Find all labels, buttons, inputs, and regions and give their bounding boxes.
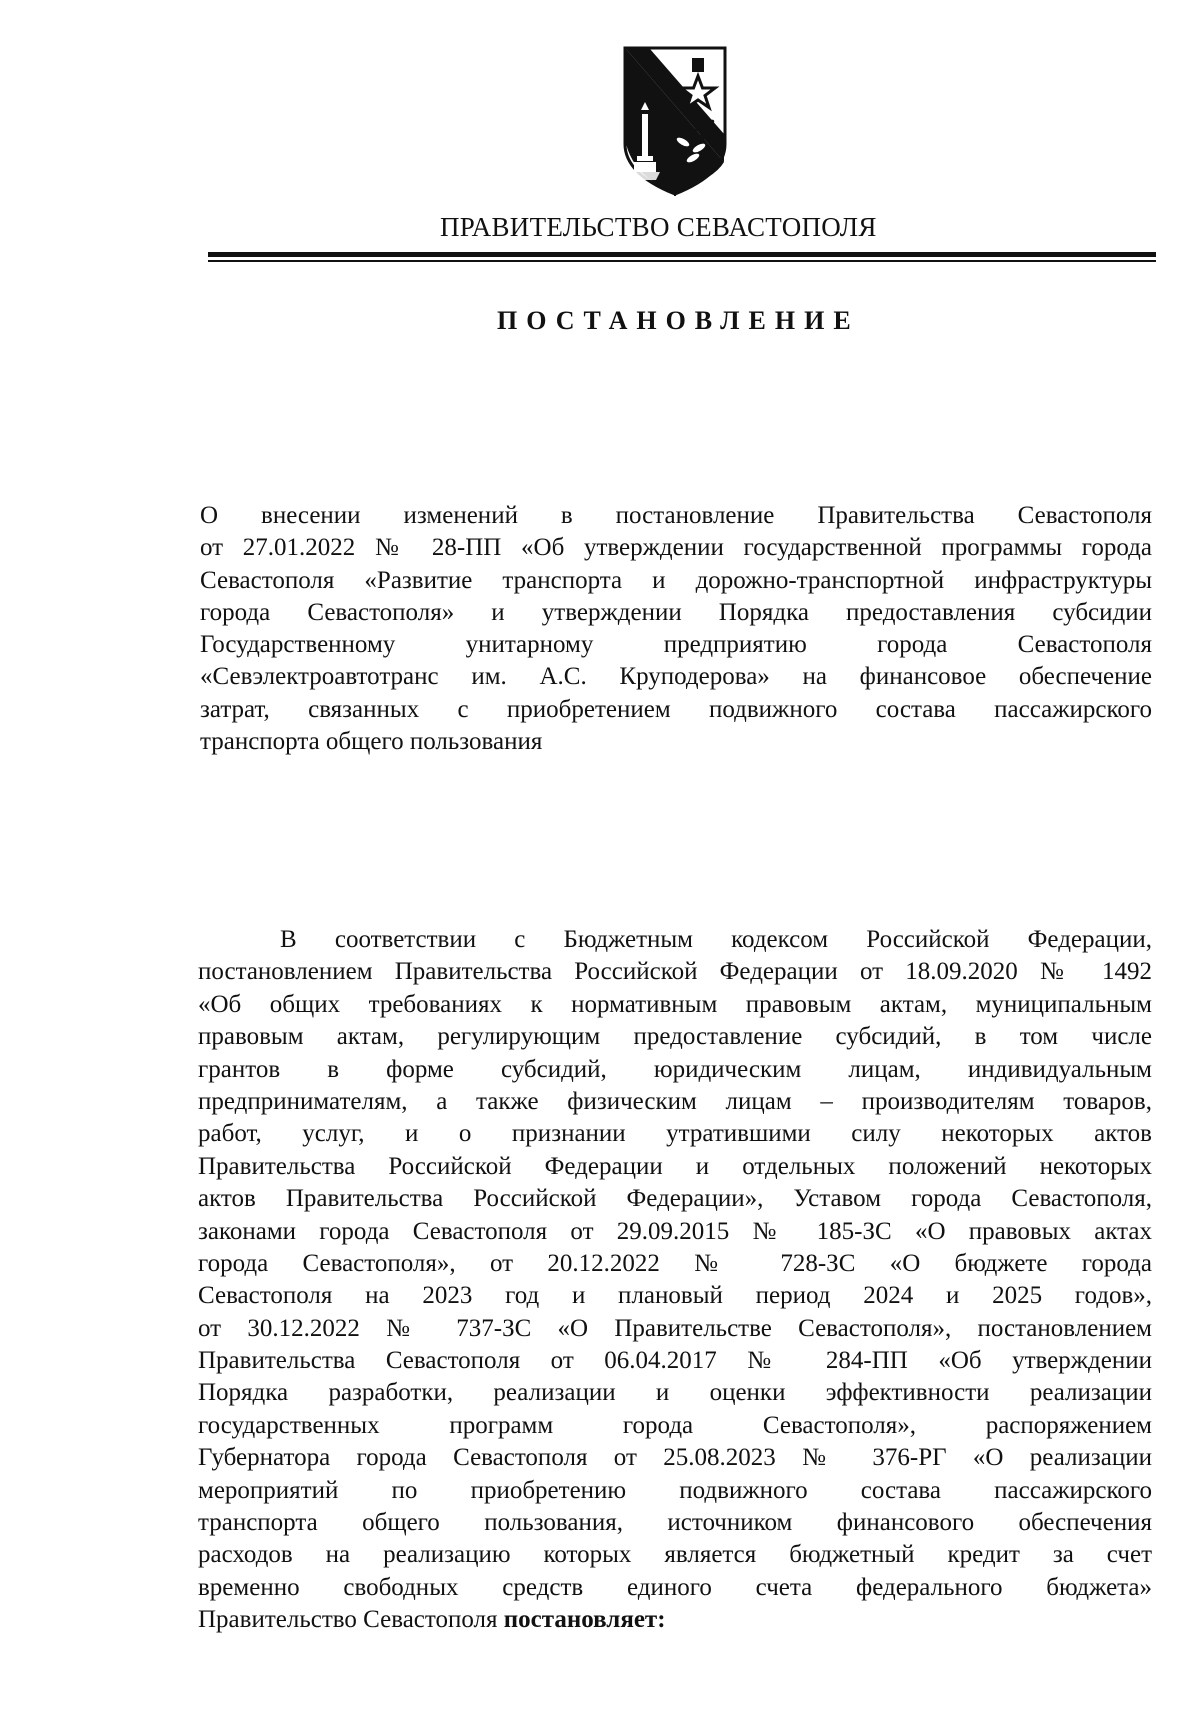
preamble-line: государственных программ города Севастополя», распоряжением [198,1411,1152,1439]
subject-line: «Севэлектроавтотранс им. А.С. Круподерова» на финансовое обеспечение [200,663,1152,691]
subject-line: города Севастополя» и утверждении Порядка предоставления субсидии [200,598,1152,626]
preamble-line: мероприятий по приобретению подвижного состава пассажирского [198,1476,1152,1504]
preamble-line: Губернатора города Севастополя от 25.08.2023 № 376-РГ «О реализации [198,1444,1152,1472]
sevastopol-coat-of-arms-emblem [620,44,730,196]
subject-line: О внесении изменений в постановление Правительства Севастополя [200,502,1152,529]
organization-name: ПРАВИТЕЛЬСТВО СЕВАСТОПОЛЯ [440,212,877,242]
preamble-line: постановлением Правительства Российской Федерации от 18.09.2020 № 1492 [198,958,1152,986]
preamble-closing-line [198,1604,1152,1636]
preamble-line: В соответствии с Бюджетным кодексом Российской Федерации, [280,926,1152,953]
preamble-line: Севастополя на 2023 год и плановый период 2024 и 2025 годов», [198,1282,1152,1310]
preamble-line: «Об общих требованиях к нормативным правовым актам, муниципальным [198,990,1152,1018]
document-subject [200,500,1152,758]
preamble-line: расходов на реализацию которых является бюджетный кредит за счет [198,1541,1152,1569]
closing-text: Правительство Севастополя [198,1606,504,1634]
preamble-line: от 30.12.2022 № 737-ЗС «О Правительстве Севастополя», постановлением [198,1314,1152,1342]
subject-line: от 27.01.2022 № 28-ПП «Об утверждении государственной программы города [200,534,1152,562]
preamble-line: предпринимателям, а также физическим лицам – производителям товаров, [198,1087,1152,1115]
subject-line: затрат, связанных с приобретением подвижного состава пассажирского [200,695,1152,723]
preamble-line: актов Правительства Российской Федерации», Уставом города Севастополя, [198,1185,1152,1213]
document-preamble [198,924,1152,1637]
preamble-line: правовым актам, регулирующим предоставление субсидий, в том числе [198,1023,1152,1051]
closing-verb: постановляет: [503,1606,666,1634]
preamble-line: Порядка разработки, реализации и оценки эффективности реализации [198,1379,1152,1407]
preamble-line: города Севастополя», от 20.12.2022 № 728-ЗС «О бюджете города [198,1249,1152,1277]
preamble-line: транспорта общего пользования, источником финансового обеспечения [198,1509,1152,1537]
preamble-line: законами города Севастополя от 29.09.2015 № 185-ЗС «О правовых актах [198,1217,1152,1245]
preamble-line: Правительства Севастополя от 06.04.2017 № 284-ПП «Об утверждении [198,1347,1152,1375]
preamble-line: работ, услуг, и о признании утратившими силу некоторых актов [198,1120,1152,1148]
subject-line: Севастополя «Развитие транспорта и дорожно-транспортной инфраструктуры [200,566,1152,594]
preamble-line: грантов в форме субсидий, юридическим лицам, индивидуальным [198,1055,1152,1083]
subject-line: Государственному унитарному предприятию города Севастополя [200,631,1152,659]
subject-line: транспорта общего пользования [200,728,543,756]
document-type-title: ПОСТАНОВЛЕНИЕ [497,306,860,335]
preamble-line: Правительства Российской Федерации и отдельных положений некоторых [198,1152,1152,1180]
preamble-line: временно свободных средств единого счета федерального бюджета» [198,1573,1152,1601]
header-divider-thin [208,260,1156,262]
header-divider-thick [208,252,1156,257]
